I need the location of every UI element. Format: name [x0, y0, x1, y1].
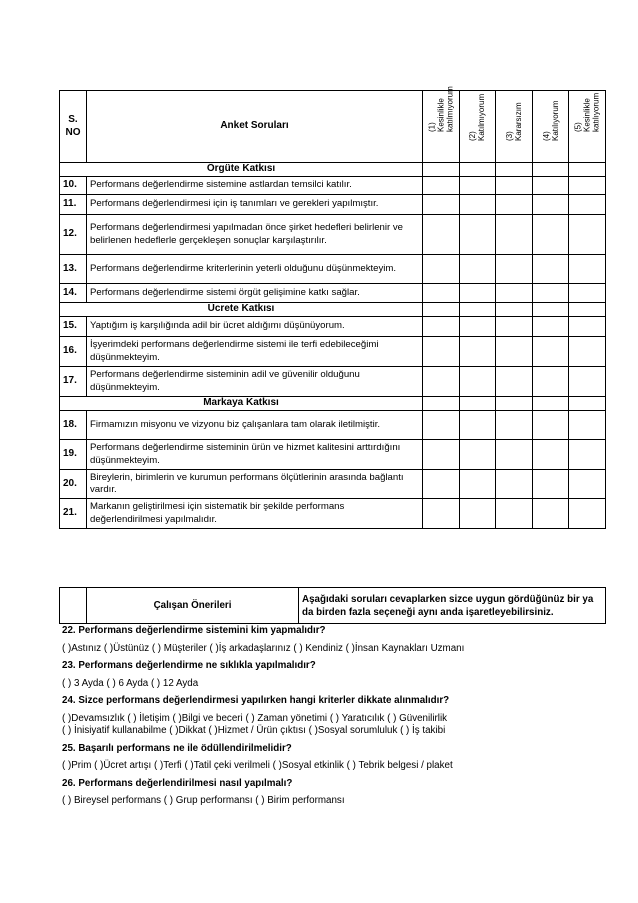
oneriler-title: Çalışan Önerileri — [87, 588, 299, 624]
question-text: Performans değerlendirme sisteminin ürün ve hizmet kalitesini arttırdığını düşünmekteyim. — [87, 440, 423, 470]
oneriler-desc: Aşağıdaki soruları cevaplarken sizce uygun gördüğünüz bir ya da birden fazla seçeneği aynı anda işaretleyebilirsiniz. — [299, 588, 606, 624]
question-number: 17. — [60, 367, 87, 397]
answer-cell-2[interactable] — [459, 215, 496, 255]
header-scale-1: (1) Kesinlikle katılmıyorum — [423, 91, 460, 163]
answer-cell-2[interactable] — [459, 470, 496, 499]
answer-cell-3[interactable] — [496, 440, 533, 470]
open-questions — [62, 622, 622, 810]
question-number: 11. — [60, 195, 87, 215]
question-row — [60, 317, 606, 337]
header-questions: Anket Soruları — [87, 91, 423, 163]
question-number: 19. — [60, 440, 87, 470]
answer-cell-2[interactable] — [459, 440, 496, 470]
section-title: Ücrete Katkısı — [60, 303, 423, 317]
question-text: Firmamızın misyonu ve vizyonu biz çalışanlara tam olarak iletilmiştir. — [87, 411, 423, 440]
section-blank-cell — [532, 163, 569, 177]
answer-cell-1[interactable] — [423, 317, 460, 337]
open-question-options[interactable]: ( ) 3 Ayda ( ) 6 Ayda ( ) 12 Ayda — [62, 677, 199, 689]
answer-cell-4[interactable] — [532, 177, 569, 195]
answer-cell-1[interactable] — [423, 337, 460, 367]
question-text: Markanın geliştirilmesi için sistematik bir şekilde performans değerlendirilmesi yapılmalıdır. — [87, 499, 423, 529]
section-title: Örgüte Katkısı — [60, 163, 423, 177]
open-question-options[interactable]: ( ) Bireysel performans ( ) Grup performansı ( ) Birim performansı — [62, 795, 345, 806]
question-number: 15. — [60, 317, 87, 337]
section-blank-cell — [569, 397, 606, 411]
question-number: 10. — [60, 177, 87, 195]
answer-cell-1[interactable] — [423, 367, 460, 397]
section-blank-cell — [532, 303, 569, 317]
question-text: İşyerimdeki performans değerlendirme sistemi ile terfi edebileceğimi düşünmekteyim. — [87, 337, 423, 367]
answer-cell-5[interactable] — [569, 499, 606, 529]
question-row — [60, 440, 606, 470]
open-question-options[interactable]: ( )Astınız ( )Üstünüz ( ) Müşteriler ( )İş arkadaşlarınız ( ) Kendiniz ( )İnsan Kaynakları Uzmanı — [62, 642, 465, 654]
answer-cell-4[interactable] — [532, 470, 569, 499]
oneriler-blank — [60, 588, 87, 624]
answer-cell-5[interactable] — [569, 195, 606, 215]
section-blank-cell — [423, 303, 460, 317]
header-scale-5: (5) Kesinlikle katılıyorum — [569, 91, 606, 163]
answer-cell-1[interactable] — [423, 284, 460, 303]
section-blank-cell — [423, 397, 460, 411]
answer-cell-1[interactable] — [423, 411, 460, 440]
answer-cell-2[interactable] — [459, 367, 496, 397]
answer-cell-2[interactable] — [459, 317, 496, 337]
answer-cell-4[interactable] — [532, 440, 569, 470]
answer-cell-1[interactable] — [423, 499, 460, 529]
question-row — [60, 367, 606, 397]
answer-cell-2[interactable] — [459, 255, 496, 284]
question-number: 21. — [60, 499, 87, 529]
answer-cell-5[interactable] — [569, 317, 606, 337]
answer-cell-4[interactable] — [532, 367, 569, 397]
answer-cell-1[interactable] — [423, 440, 460, 470]
answer-cell-3[interactable] — [496, 215, 533, 255]
answer-cell-3[interactable] — [496, 367, 533, 397]
question-row — [60, 215, 606, 255]
section-blank-cell — [496, 397, 533, 411]
question-number: 18. — [60, 411, 87, 440]
answer-cell-2[interactable] — [459, 411, 496, 440]
header-scale-2: (2) Katılmıyorum — [459, 91, 496, 163]
question-text: Performans değerlendirmesi için iş tanımları ve gerekleri yapılmıştır. — [87, 195, 423, 215]
section-blank-cell — [459, 303, 496, 317]
open-question-title: 25. Başarılı performans ne ile ödüllendirilmelidir? — [62, 742, 292, 754]
answer-cell-5[interactable] — [569, 337, 606, 367]
question-text: Bireylerin, birimlerin ve kurumun performans ölçütlerinin arasında bağlantı vardır. — [87, 470, 423, 499]
question-row — [60, 470, 606, 499]
section-header — [60, 163, 606, 177]
answer-cell-3[interactable] — [496, 177, 533, 195]
question-number: 13. — [60, 255, 87, 284]
question-row — [60, 411, 606, 440]
question-row — [60, 499, 606, 529]
question-text: Performans değerlendirme kriterlerinin yeterli olduğunu düşünmekteyim. — [87, 255, 423, 284]
question-row — [60, 255, 606, 284]
answer-cell-1[interactable] — [423, 255, 460, 284]
answer-cell-4[interactable] — [532, 255, 569, 284]
header-scale-4: (4) Katılıyorum — [532, 91, 569, 163]
open-question-options[interactable]: ( )Devamsızlık ( ) İletişim ( )Bilgi ve beceri ( ) Zaman yönetimi ( ) Yaratıcılık ( ) Güvenilirlik — [62, 712, 448, 724]
section-blank-cell — [459, 163, 496, 177]
header-scale-3: (3) Kararsızım — [496, 91, 533, 163]
section-header — [60, 397, 606, 411]
header-no: S. NO — [60, 91, 87, 163]
answer-cell-4[interactable] — [532, 337, 569, 367]
question-number: 14. — [60, 284, 87, 303]
question-text: Yaptığım iş karşılığında adil bir ücret aldığımı düşünüyorum. — [87, 317, 423, 337]
section-blank-cell — [532, 397, 569, 411]
answer-cell-4[interactable] — [532, 499, 569, 529]
question-number: 12. — [60, 215, 87, 255]
open-question-options[interactable]: ( )Prim ( )Ücret artışı ( )Terfi ( )Tatil çeki verilmeli ( )Sosyal etkinlik ( ) Tebrik belgesi / plaket — [62, 760, 453, 771]
answer-cell-3[interactable] — [496, 255, 533, 284]
answer-cell-3[interactable] — [496, 284, 533, 303]
answer-cell-4[interactable] — [532, 411, 569, 440]
open-question-title: 22. Performans değerlendirme sistemini kim yapmalıdır? — [62, 625, 326, 636]
section-blank-cell — [569, 163, 606, 177]
question-row — [60, 337, 606, 367]
answer-cell-5[interactable] — [569, 215, 606, 255]
survey-table — [59, 86, 606, 529]
answer-cell-4[interactable] — [532, 284, 569, 303]
open-question-title: 23. Performans değerlendirme ne sıklıkla yapılmalıdır? — [62, 660, 316, 671]
answer-cell-5[interactable] — [569, 411, 606, 440]
answer-cell-2[interactable] — [459, 337, 496, 367]
question-text: Performans değerlendirmesi yapılmadan önce şirket hedefleri belirlenir ve belirlenen hedeflerle gerçekleşen sonuçlar karşılaştırılır. — [87, 215, 423, 255]
section-blank-cell — [569, 303, 606, 317]
open-question-title: 24. Sizce performans değerlendirmesi yapılırken hangi kriterler dikkate alınmalıdır? — [62, 695, 450, 706]
question-row — [60, 177, 606, 195]
question-number: 16. — [60, 337, 87, 367]
question-text: Performans değerlendirme sistemine astlardan temsilci katılır. — [87, 177, 423, 195]
answer-cell-3[interactable] — [496, 317, 533, 337]
header-row — [60, 91, 606, 163]
answer-cell-5[interactable] — [569, 255, 606, 284]
section-title: Markaya Katkısı — [60, 397, 423, 411]
answer-cell-5[interactable] — [569, 177, 606, 195]
answer-cell-4[interactable] — [532, 317, 569, 337]
answer-cell-2[interactable] — [459, 499, 496, 529]
answer-cell-4[interactable] — [532, 195, 569, 215]
section-header — [60, 303, 606, 317]
answer-cell-5[interactable] — [569, 284, 606, 303]
answer-cell-2[interactable] — [459, 177, 496, 195]
section-blank-cell — [423, 163, 460, 177]
open-question-title: 26. Performans değerlendirilmesi nasıl yapılmalı? — [62, 777, 293, 789]
question-row — [60, 284, 606, 303]
question-text: Performans değerlendirme sistemi örgüt gelişimine katkı sağlar. — [87, 284, 423, 303]
answer-cell-5[interactable] — [569, 440, 606, 470]
answer-cell-3[interactable] — [496, 195, 533, 215]
section-blank-cell — [459, 397, 496, 411]
question-text: Performans değerlendirme sisteminin adil ve güvenilir olduğunu düşünmekteyim. — [87, 367, 423, 397]
answer-cell-3[interactable] — [496, 411, 533, 440]
answer-cell-1[interactable] — [423, 215, 460, 255]
question-number: 20. — [60, 470, 87, 499]
answer-cell-3[interactable] — [496, 337, 533, 367]
answer-cell-1[interactable] — [423, 177, 460, 195]
section-blank-cell — [496, 303, 533, 317]
oneriler-table — [59, 587, 606, 624]
answer-cell-2[interactable] — [459, 284, 496, 303]
answer-cell-5[interactable] — [569, 367, 606, 397]
answer-cell-2[interactable] — [459, 195, 496, 215]
open-question-options[interactable]: ( ) İnisiyatif kullanabilme ( )Dikkat ( )Hizmet / Ürün çıktısı ( )Sosyal sorumluluk ( ) İş takibi — [62, 724, 446, 736]
answer-cell-3[interactable] — [496, 499, 533, 529]
answer-cell-3[interactable] — [496, 470, 533, 499]
question-row — [60, 195, 606, 215]
answer-cell-5[interactable] — [569, 470, 606, 499]
answer-cell-1[interactable] — [423, 195, 460, 215]
answer-cell-4[interactable] — [532, 215, 569, 255]
answer-cell-1[interactable] — [423, 470, 460, 499]
section-blank-cell — [496, 163, 533, 177]
